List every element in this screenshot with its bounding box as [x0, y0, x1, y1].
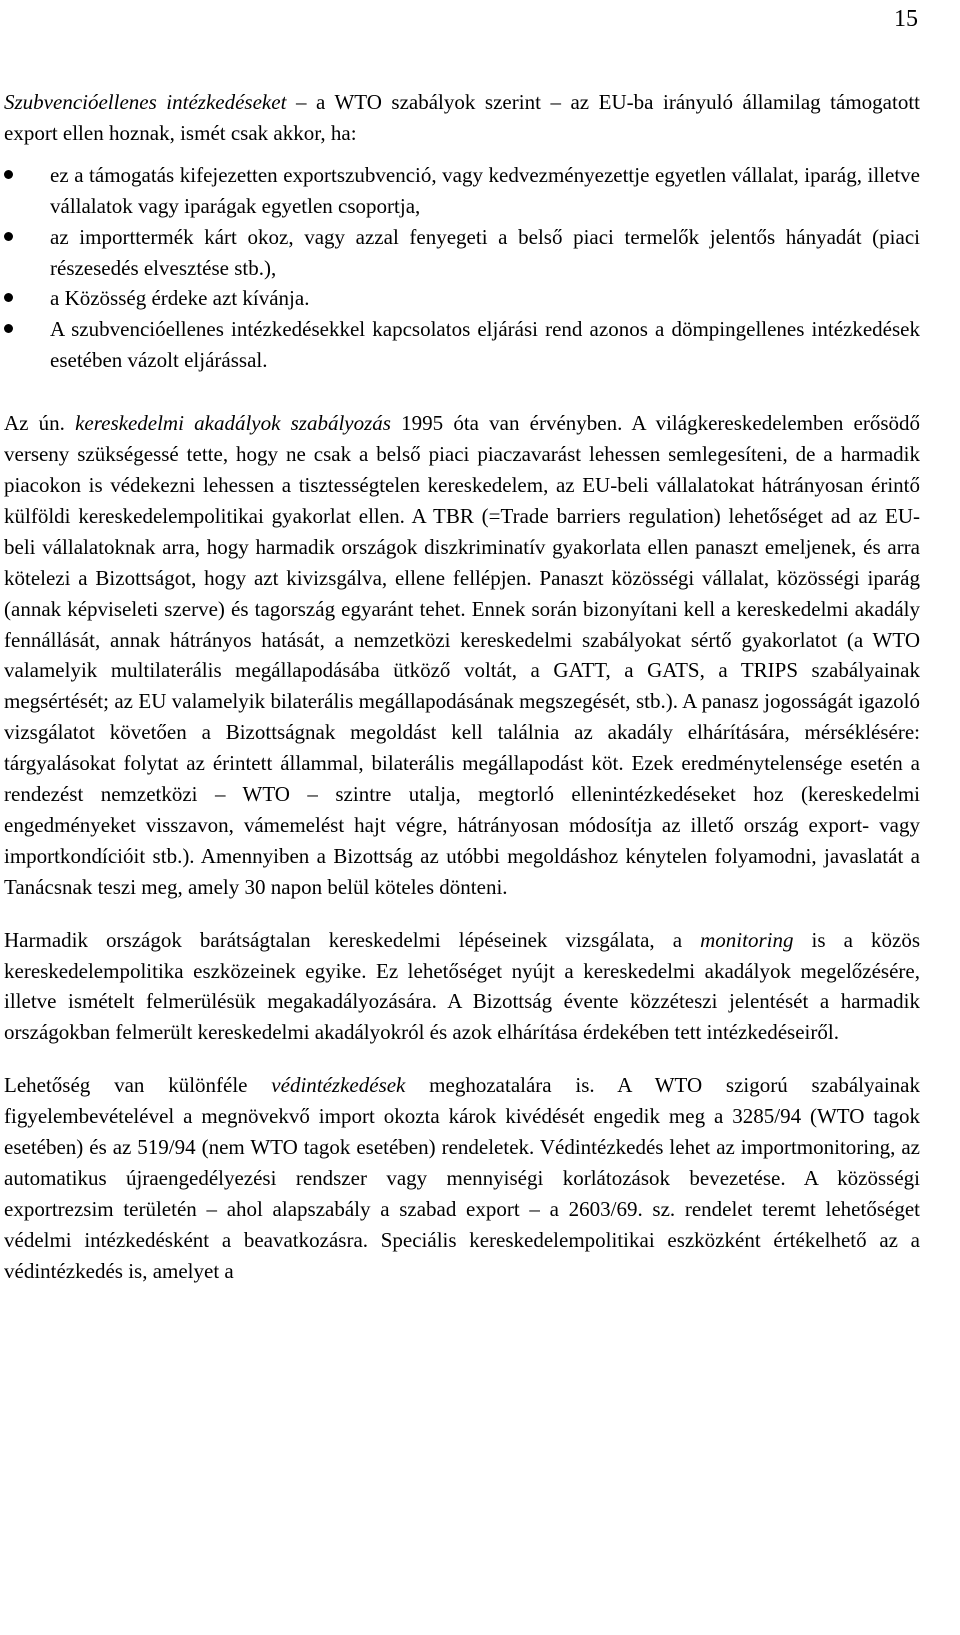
list-item	[4, 314, 920, 376]
trade-barriers-paragraph	[4, 408, 920, 903]
trade-barriers-term: kereskedelmi akadályok szabályozás	[75, 411, 391, 436]
bullet-icon	[4, 232, 13, 241]
monitoring-term: monitoring	[700, 927, 794, 952]
intro-paragraph	[4, 87, 920, 149]
safeguard-paragraph	[4, 1070, 920, 1286]
list-item	[4, 283, 920, 314]
monitoring-text: is a közös kereskedelempolitika eszközeinek egyike. Ez lehetőséget nyújt a kereskedelmi akadályok megelőzésére, illetve ismételt felmerülésük megakadályozására. A Bizottság évente közzéteszi jelentését a harmadik országokban felmerült kereskedelmi akadályokról és azok elhárítása érdekében tett intézkedéseiről.	[4, 927, 921, 1045]
trade-barriers-lead: Az ún.	[4, 411, 76, 436]
list-item-text: ez a támogatás kifejezetten exportszubvenció, vagy kedvezményezettje egyetlen vállalat, iparág, illetve vállalatok vagy iparágak egyetlen csoportja,	[50, 162, 920, 218]
condition-list	[4, 160, 920, 376]
bullet-icon	[4, 293, 13, 302]
list-item-text: A szubvencióellenes intézkedésekkel kapcsolatos eljárási rend azonos a dömpingellenes intézkedések esetében vázolt eljárással.	[50, 317, 920, 373]
bullet-icon	[4, 324, 13, 333]
page-number: 15	[894, 6, 918, 32]
bullet-icon	[4, 170, 13, 179]
monitoring-lead: Harmadik országok barátságtalan kereskedelmi lépéseinek vizsgálata, a	[4, 927, 701, 952]
list-item	[4, 160, 920, 222]
intro-text: – a WTO szabályok szerint – az EU-ba irányuló államilag támogatott export ellen hoznak, ismét csak akkor, ha:	[4, 90, 920, 145]
safeguard-lead: Lehetőség van különféle	[4, 1073, 272, 1098]
safeguard-text: meghozatalára is. A WTO szigorú szabályainak figyelembevételével a megnövekvő import okozta károk kivédését engedik meg a 3285/94 (WTO tagok esetében) és az 519/94 (nem WTO tagok esetében) rendeletek. Védintézkedés lehet az importmonitoring, az automatikus újraengedélyezési rendszer vagy mennyiségi korlátozások bevezetése. A közösségi exportrezsim területén – ahol alapszabály a szabad export – a 2603/69. sz. rendelet teremt lehetőséget védelmi intézkedésként a beavatkozásra. Speciális kereskedelempolitikai eszközként értékelhető az a védintézkedés is, amelyet a	[4, 1073, 920, 1283]
intro-term: Szubvencióellenes intézkedéseket	[4, 90, 287, 114]
list-item-text: az importtermék kárt okoz, vagy azzal fenyegeti a belső piaci termelők jelentős hányadát (piaci részesedés elvesztése stb.),	[50, 224, 920, 280]
list-item	[4, 222, 920, 284]
page-body	[4, 87, 920, 1287]
safeguard-term: védintézkedések	[271, 1073, 406, 1098]
monitoring-paragraph	[4, 925, 920, 1049]
trade-barriers-text: 1995 óta van érvényben. A világkereskedelemben erősödő verseny szükségessé tette, hogy ne csak a belső piaci piaczavarást lehessen semlegesíteni, de a harmadik piacokon is védekezni lehessen a tisztességtelen kereskedelem, az EU-beli vállalatokat hátrányosan érintő külföldi kereskedelempolitikai gyakorlat ellen. A TBR (=Trade barriers regulation) lehetőséget ad az EU-beli vállalatoknak arra, hogy harmadik országok diszkriminatív gyakorlata ellen panaszt emeljenek, és arra kötelezi a Bizottságot, hogy azt kivizsgálva, ellene fellépjen. Panaszt közösségi vállalat, közösségi iparág (annak képviseleti szerve) és tagország egyaránt tehet. Ennek során bizonyítani kell a kereskedelmi akadály fennállását, annak hátrányos hatását, a nemzetközi kereskedelmi szabályokat sértő gyakorlatot (a WTO valamelyik multilaterális megállapodásába ütköző voltát, a GATT, a GATS, a TRIPS szabályainak megsértését; az EU valamelyik bilaterális megállapodásának megszegését, stb.). A panasz jogosságát igazoló vizsgálatot követően a Bizottságnak megoldást kell találnia az akadály elhárítására, mérséklésére: tárgyalásokat folytat az érintett állammal, bilaterális megállapodást köt. Ezek eredménytelensége esetén a rendezést nemzetközi – WTO – szintre utalja, megtorló ellenintézkedéseket hoz (kereskedelmi engedményeket visszavon, vámemelést hajt végre, hátrányosan módosítja az illető ország export- vagy importkondícióit stb.). Amennyiben a Bizottság az utóbbi megoldáshoz kénytelen folyamodni, javaslatát a Tanácsnak teszi meg, amely 30 napon belül köteles dönteni.	[4, 411, 921, 899]
list-item-text: a Közösség érdeke azt kívánja.	[50, 286, 310, 311]
